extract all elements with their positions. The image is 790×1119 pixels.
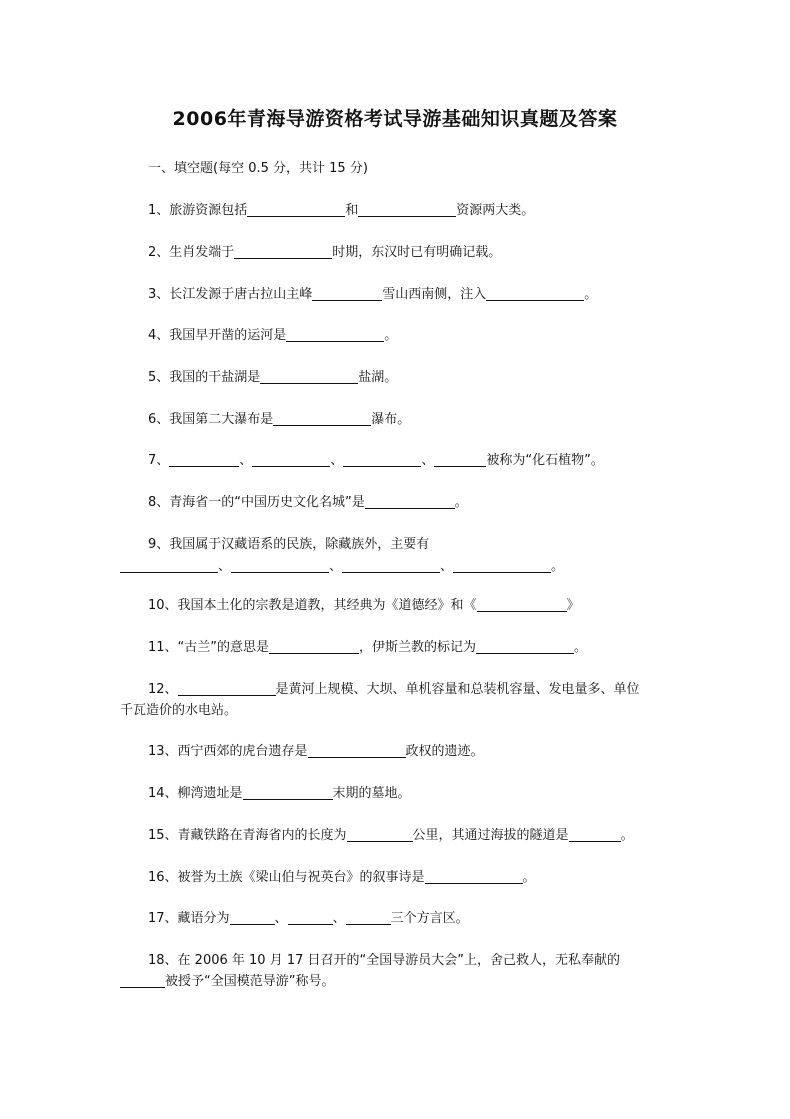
- question-5: 5、我国的干盐湖是 盐湖。: [148, 370, 398, 385]
- answer-blank[interactable]: [365, 494, 455, 509]
- question-12-cont: 千瓦造价的水电站。: [120, 703, 238, 718]
- answer-blank[interactable]: [273, 411, 371, 426]
- question-6: 6、我国第二大瀑布是 瀑布。: [148, 412, 411, 427]
- question-9: 9、我国属于汉藏语系的民族，除藏族外，主要有: [148, 537, 430, 552]
- answer-blank[interactable]: [243, 785, 333, 800]
- question-9-blanks: 、 、 、 。: [120, 556, 564, 578]
- answer-blank[interactable]: [286, 327, 384, 342]
- question-16: 16、被誉为土族《梁山伯与祝英台》的叙事诗是 。: [148, 870, 536, 885]
- answer-blank[interactable]: [231, 558, 329, 573]
- question-18-cont: 被授予“全国模范导游”称号。: [120, 971, 334, 993]
- question-2: 2、生肖发端于 时期，东汉时已有明确记载。: [148, 245, 502, 260]
- answer-blank[interactable]: [169, 452, 239, 467]
- answer-blank[interactable]: [288, 910, 333, 925]
- question-11: 11、“古兰”的意思是 ，伊斯兰教的标记为 。: [148, 640, 588, 655]
- answer-blank[interactable]: [234, 244, 332, 259]
- question-10: 10、我国本土化的宗教是道教，其经典为《道德经》和《 》: [148, 598, 580, 613]
- answer-blank[interactable]: [342, 558, 440, 573]
- answer-blank[interactable]: [453, 558, 551, 573]
- question-12: 12、 是黄河上规模、大坝、单机容量和总装机容量、发电量多、单位: [148, 682, 640, 697]
- answer-blank[interactable]: [569, 827, 621, 842]
- answer-blank[interactable]: [247, 202, 345, 217]
- answer-blank[interactable]: [358, 202, 456, 217]
- answer-blank[interactable]: [260, 369, 358, 384]
- answer-blank[interactable]: [486, 286, 584, 301]
- answer-blank[interactable]: [476, 639, 574, 654]
- answer-blank[interactable]: [477, 597, 567, 612]
- answer-blank[interactable]: [178, 681, 276, 696]
- answer-blank[interactable]: [434, 452, 486, 467]
- answer-blank[interactable]: [425, 869, 523, 884]
- question-18: 18、在 2006 年 10 月 17 日召开的“全国导游员大会”上，舍己救人，无私奉献的: [148, 953, 620, 968]
- question-7: 7、 、 、 、 被称为“化石植物”。: [148, 453, 604, 468]
- question-8: 8、青海省一的“中国历史文化名城”是 。: [148, 495, 468, 510]
- question-13: 13、西宁西郊的虎台遗存是 政权的遗迹。: [148, 744, 484, 759]
- answer-blank[interactable]: [230, 910, 275, 925]
- question-14: 14、柳湾遗址是 末期的墓地。: [148, 786, 411, 801]
- page-title: 2006年青海导游资格考试导游基础知识真题及答案: [172, 108, 618, 130]
- answer-blank[interactable]: [269, 639, 359, 654]
- question-15: 15、青藏铁路在青海省内的长度为 公里，其通过海拔的隧道是 。: [148, 828, 634, 843]
- answer-blank[interactable]: [346, 910, 391, 925]
- answer-blank[interactable]: [120, 973, 165, 988]
- answer-blank[interactable]: [343, 452, 421, 467]
- question-17: 17、藏语分为 、 、 三个方言区。: [148, 911, 469, 926]
- question-4: 4、我国早开凿的运河是 。: [148, 328, 398, 343]
- question-1: 1、旅游资源包括 和 资源两大类。: [148, 203, 535, 218]
- answer-blank[interactable]: [252, 452, 330, 467]
- answer-blank[interactable]: [347, 827, 413, 842]
- answer-blank[interactable]: [120, 558, 218, 573]
- answer-blank[interactable]: [312, 286, 382, 301]
- question-3: 3、长江发源于唐古拉山主峰 雪山西南侧，注入 。: [148, 287, 598, 302]
- answer-blank[interactable]: [308, 743, 406, 758]
- section-heading: 一、填空题(每空 0.5 分，共计 15 分): [148, 161, 368, 176]
